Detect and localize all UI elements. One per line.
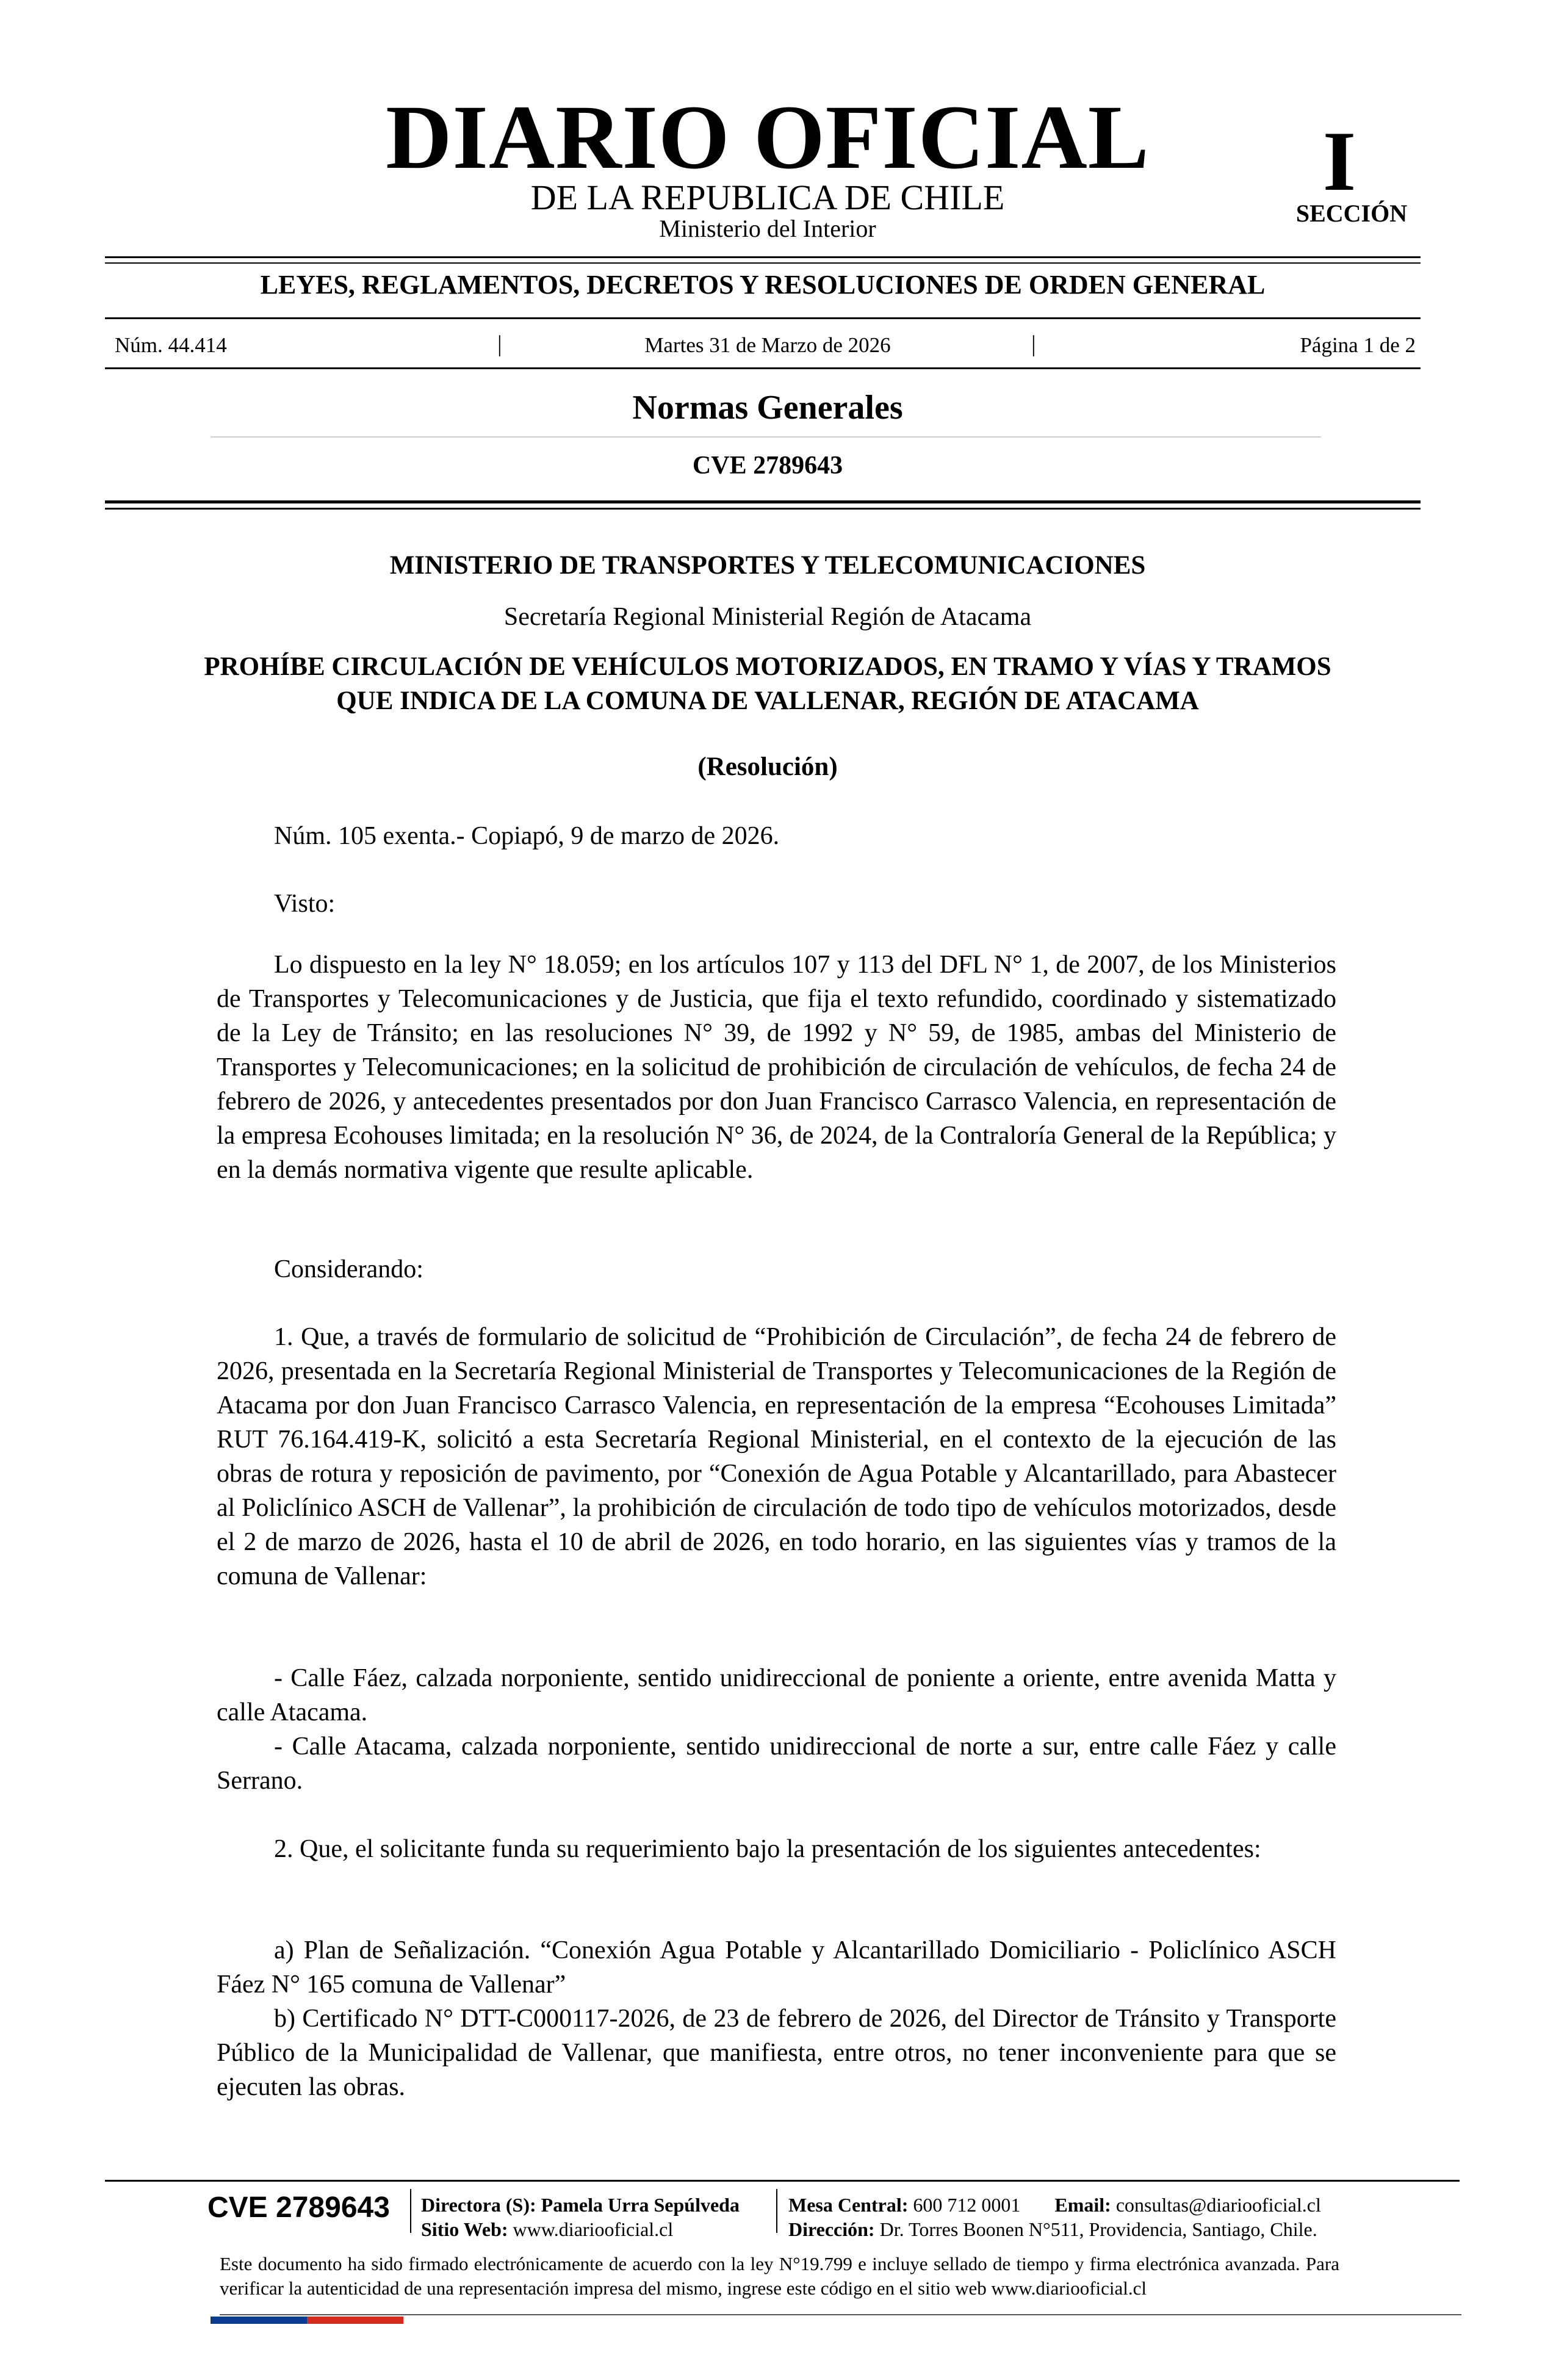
footer-director — [421, 2195, 740, 2215]
category-heading: LEYES, REGLAMENTOS, DECRETOS Y RESOLUCIONES DE ORDEN GENERAL — [260, 270, 1266, 300]
footer-site-label: Sitio Web: — [421, 2218, 508, 2240]
via-item: - Calle Atacama, calzada norponiente, sentido unidireccional de norte a sur, entre calle Fáez y calle Serrano. — [217, 1733, 1336, 1795]
issue-page: Página 1 de 2 — [1300, 333, 1416, 357]
footer-cve: CVE 2789643 — [207, 2191, 390, 2224]
footer-director-name: Pamela Urra Sepúlveda — [541, 2194, 740, 2216]
masthead-rule-top — [105, 256, 1421, 258]
footer-site-link[interactable]: www.diariooficial.cl — [513, 2218, 674, 2240]
norm-type-underline — [211, 436, 1321, 438]
footer-signature-note: Este documento ha sido firmado electrónicamente de acuerdo con la ley N°19.799 e incluye sellado de tiempo y firma electrónica avanzada. Para verificar la autenticidad de una representación impresa del mismo, ingrese este código en el sitio web www.diariooficial.cl — [220, 2253, 1339, 2299]
issue-separator: | — [497, 331, 502, 357]
footer-hr — [220, 2314, 1461, 2315]
footer-email-link[interactable]: consultas@diariooficial.cl — [1115, 2194, 1321, 2216]
footer-divider — [410, 2189, 411, 2233]
norm-type-heading: Normas Generales — [632, 389, 903, 427]
visto-label: Visto: — [274, 890, 336, 918]
document-seremi: Secretaría Regional Ministerial Región de Atacama — [503, 603, 1032, 631]
footer-address-value: Dr. Torres Boonen N°511, Providencia, Santiago, Chile. — [879, 2218, 1317, 2240]
visto-paragraph: Lo dispuesto en la ley N° 18.059; en los artículos 107 y 113 del DFL N° 1, de 2007, de los Ministerios de Transportes y Telecomunicaciones y de Justicia, que fija el texto refundido, coordinado y sistematizado de la Ley de Tránsito; en las resoluciones N° 39, de 1992 y N° 59, de 1985, ambas del Ministerio de Transportes y Telecomunicaciones; en la solicitud de prohibición de circulación de vehículos, de fecha 24 de febrero de 2026, y antecedentes presentados por don Juan Francisco Carrasco Valencia, en representación de la empresa Ecohouses limitada; en la resolución N° 36, de 2024, de la Contraloría General de la República; y en la demás normativa vigente que resulte aplicable. — [217, 951, 1336, 1184]
footer-email-label: Email: — [1054, 2194, 1111, 2216]
masthead-title: DIARIO OFICIAL — [386, 87, 1150, 188]
footer-divider — [776, 2189, 777, 2233]
antecedente-item: a) Plan de Señalización. “Conexión Agua Potable y Alcantarillado Domiciliario - Policlínico ASCH Fáez N° 165 comuna de Vallenar” — [217, 1936, 1336, 1999]
considerando-label: Considerando: — [274, 1255, 423, 1283]
considerando-1: 1. Que, a través de formulario de solicitud de “Prohibición de Circulación”, de fecha 24 de febrero de 2026, presentada en la Secretaría Regional Ministerial de Transportes y Telecomunicaciones de la Región de Atacama por don Juan Francisco Carrasco Valencia, en representación de la empresa “Ecohouses Limitada” RUT 76.164.419-K, solicitó a esta Secretaría Regional Ministerial, en el contexto de la ejecución de las obras de rotura y reposición de pavimento, por “Conexión de Agua Potable y Alcantarillado, para Abastecer al Policlínico ASCH de Vallenar”, la prohibición de circulación de todo tipo de vehículos motorizados, desde el 2 de marzo de 2026, hasta el 10 de abril de 2026, en todo horario, en las siguientes vías y tramos de la comuna de Vallenar: — [217, 1323, 1336, 1590]
document-ministry: MINISTERIO DE TRANSPORTES Y TELECOMUNICACIONES — [389, 551, 1146, 580]
antecedente-item: b) Certificado N° DTT-C000117-2026, de 23 de febrero de 2026, del Director de Tránsito y Transporte Público de la Municipalidad de Vallenar, que manifiesta, entre otros, no tener inconveniente para que se ejecuten las obras. — [217, 2005, 1336, 2101]
document-title: PROHÍBE CIRCULACIÓN DE VEHÍCULOS MOTORIZADOS, EN TRAMO Y VÍAS Y TRAMOS QUE INDICA DE LA COMUNA DE VALLENAR, REGIÓN DE ATACAMA — [204, 652, 1331, 715]
header-rule-thin — [105, 508, 1421, 510]
resolution-number: Núm. 105 exenta.- Copiapó, 9 de marzo de 2026. — [274, 822, 780, 850]
category-rule — [105, 317, 1421, 319]
via-item: - Calle Fáez, calzada norponiente, sentido unidireccional de poniente a oriente, entre avenida Matta y calle Atacama. — [217, 1664, 1336, 1726]
masthead-ministry: Ministerio del Interior — [659, 215, 876, 242]
footer-director-label: Directora (S): — [421, 2194, 536, 2216]
considerando-2: 2. Que, el solicitante funda su requerimiento bajo la presentación de los siguientes antecedentes: — [274, 1835, 1261, 1863]
flag-stripe-blue — [211, 2317, 307, 2324]
issue-date: Martes 31 de Marzo de 2026 — [644, 333, 891, 357]
header-rule-thick — [105, 500, 1421, 503]
issue-rule — [105, 367, 1421, 369]
flag-stripe-red — [307, 2317, 403, 2324]
masthead-subtitle: DE LA REPUBLICA DE CHILE — [530, 178, 1005, 217]
footer-address — [788, 2220, 1317, 2239]
masthead-rule-thin — [105, 262, 1421, 264]
section-label: SECCIÓN — [1295, 200, 1408, 227]
issue-separator: | — [1031, 331, 1036, 357]
section-number: I — [1322, 114, 1356, 209]
footer-phone-label: Mesa Central: — [788, 2194, 909, 2216]
footer-site — [421, 2220, 673, 2239]
footer-phone-value: 600 712 0001 — [913, 2194, 1021, 2216]
footer-rule — [105, 2180, 1460, 2182]
issue-number: Núm. 44.414 — [115, 333, 227, 357]
document-type: (Resolución) — [697, 752, 838, 781]
cve-code: CVE 2789643 — [692, 452, 843, 480]
footer-address-label: Dirección: — [788, 2218, 875, 2240]
footer-contact — [788, 2195, 1321, 2215]
